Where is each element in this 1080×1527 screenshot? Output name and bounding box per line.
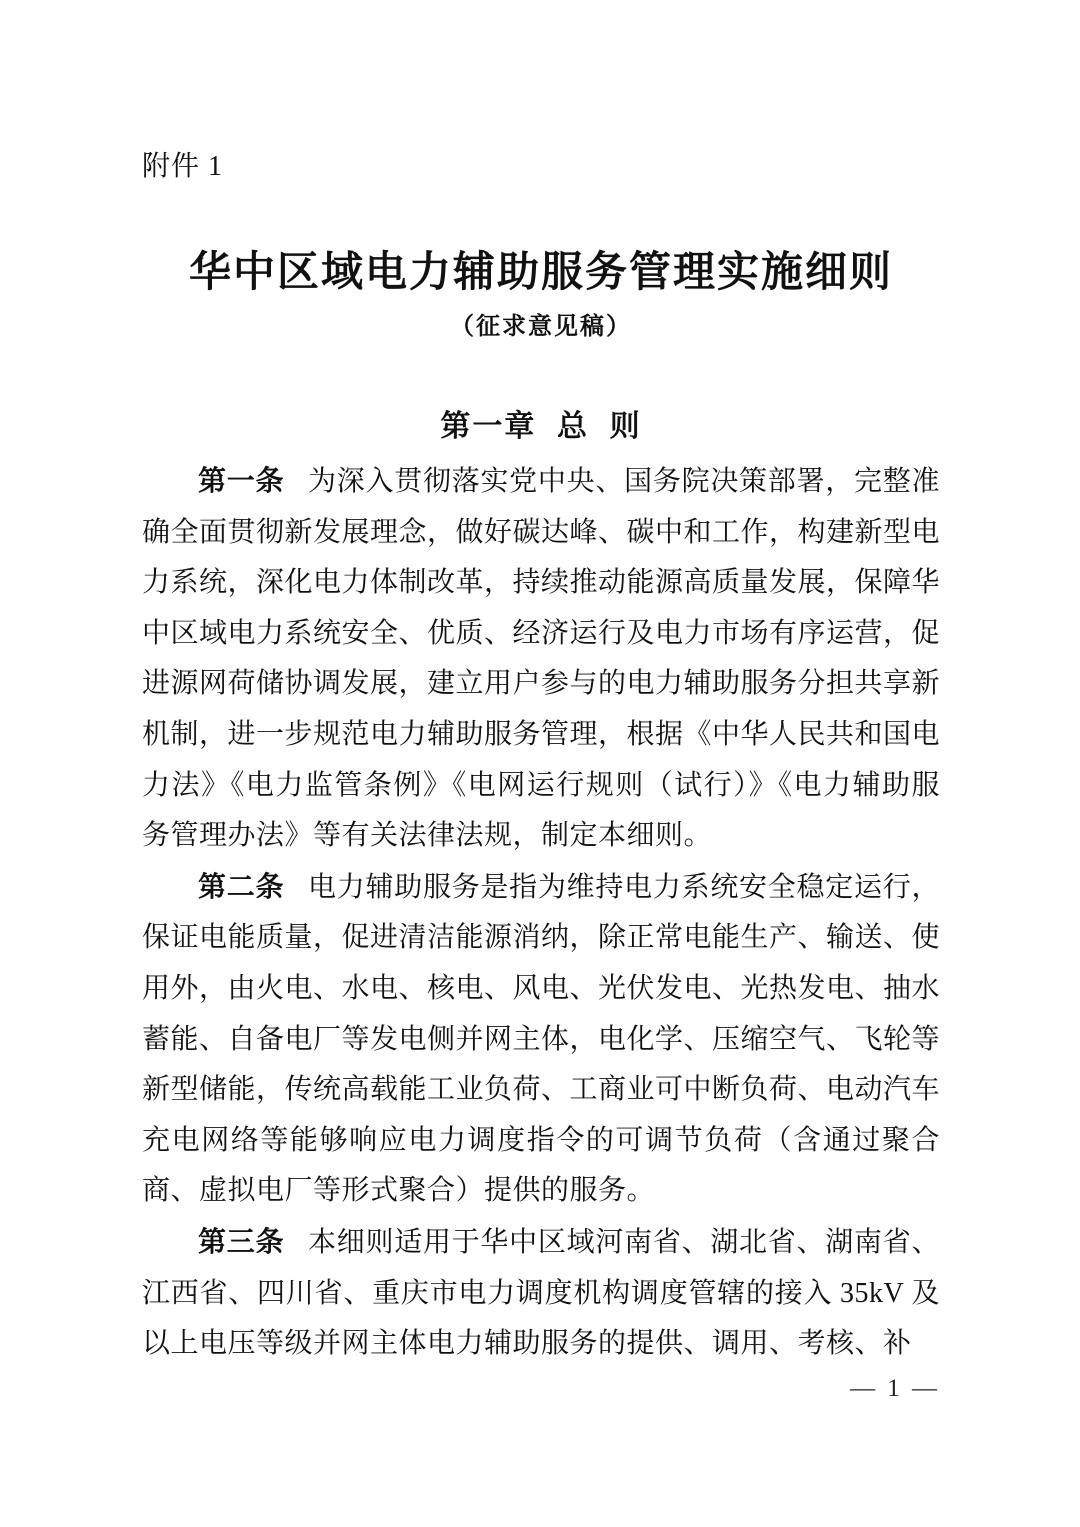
attachment-label: 附件 1: [142, 151, 224, 182]
article-2-label: 第二条: [198, 870, 285, 902]
document-subtitle: （征求意见稿）: [450, 314, 632, 340]
article-3-label: 第三条: [198, 1225, 285, 1257]
article-2: [142, 862, 940, 1217]
article-1-text: 为深入贯彻落实党中央、国务院决策部署，完整准确全面贯彻新发展理念，做好碳达峰、碳中和工作，构建新型电力系统，深化电力体制改革，持续推动能源高质量发展，保障华中区域电力系统安全、优质、经济运行及电力市场有序运营，促进源网荷储协调发展，建立用户参与的电力辅助服务分担共享新机制，进一步规范电力辅助服务管理，根据《中华人民共和国电力法》《电力监管条例》《电网运行规则（试行）》《电力辅助服务管理办法》等有关法律法规，制定本细则。: [142, 466, 941, 852]
document-title: 华中区域电力辅助服务管理实施细则: [188, 250, 893, 296]
page-number: — 1 —: [850, 1375, 940, 1402]
article-1: [142, 456, 940, 862]
article-1-label: 第一条: [198, 465, 285, 496]
document-body: [142, 456, 940, 1370]
article-3: [142, 1217, 940, 1370]
chapter-heading: 第一章 总 则: [440, 410, 642, 443]
article-3-text: 本细则适用于华中区域河南省、湖北省、湖南省、江西省、四川省、重庆市电力调度机构调度管辖的接入 35kV 及以上电压等级并网主体电力辅助服务的提供、调用、考核、补: [142, 1226, 940, 1360]
article-2-text: 电力辅助服务是指为维持电力系统安全稳定运行，保证电能质量，促进清洁能源消纳，除正常电能生产、输送、使用外，由火电、水电、核电、风电、光伏发电、光热发电、抽水蓄能、自备电厂等发电侧并网主体，电化学、压缩空气、飞轮等新型储能，传统高载能工业负荷、工商业可中断负荷、电动汽车充电网络等能够响应电力调度指令的可调节负荷（含通过聚合商、虚拟电厂等形式聚合）提供的服务。: [142, 871, 941, 1207]
